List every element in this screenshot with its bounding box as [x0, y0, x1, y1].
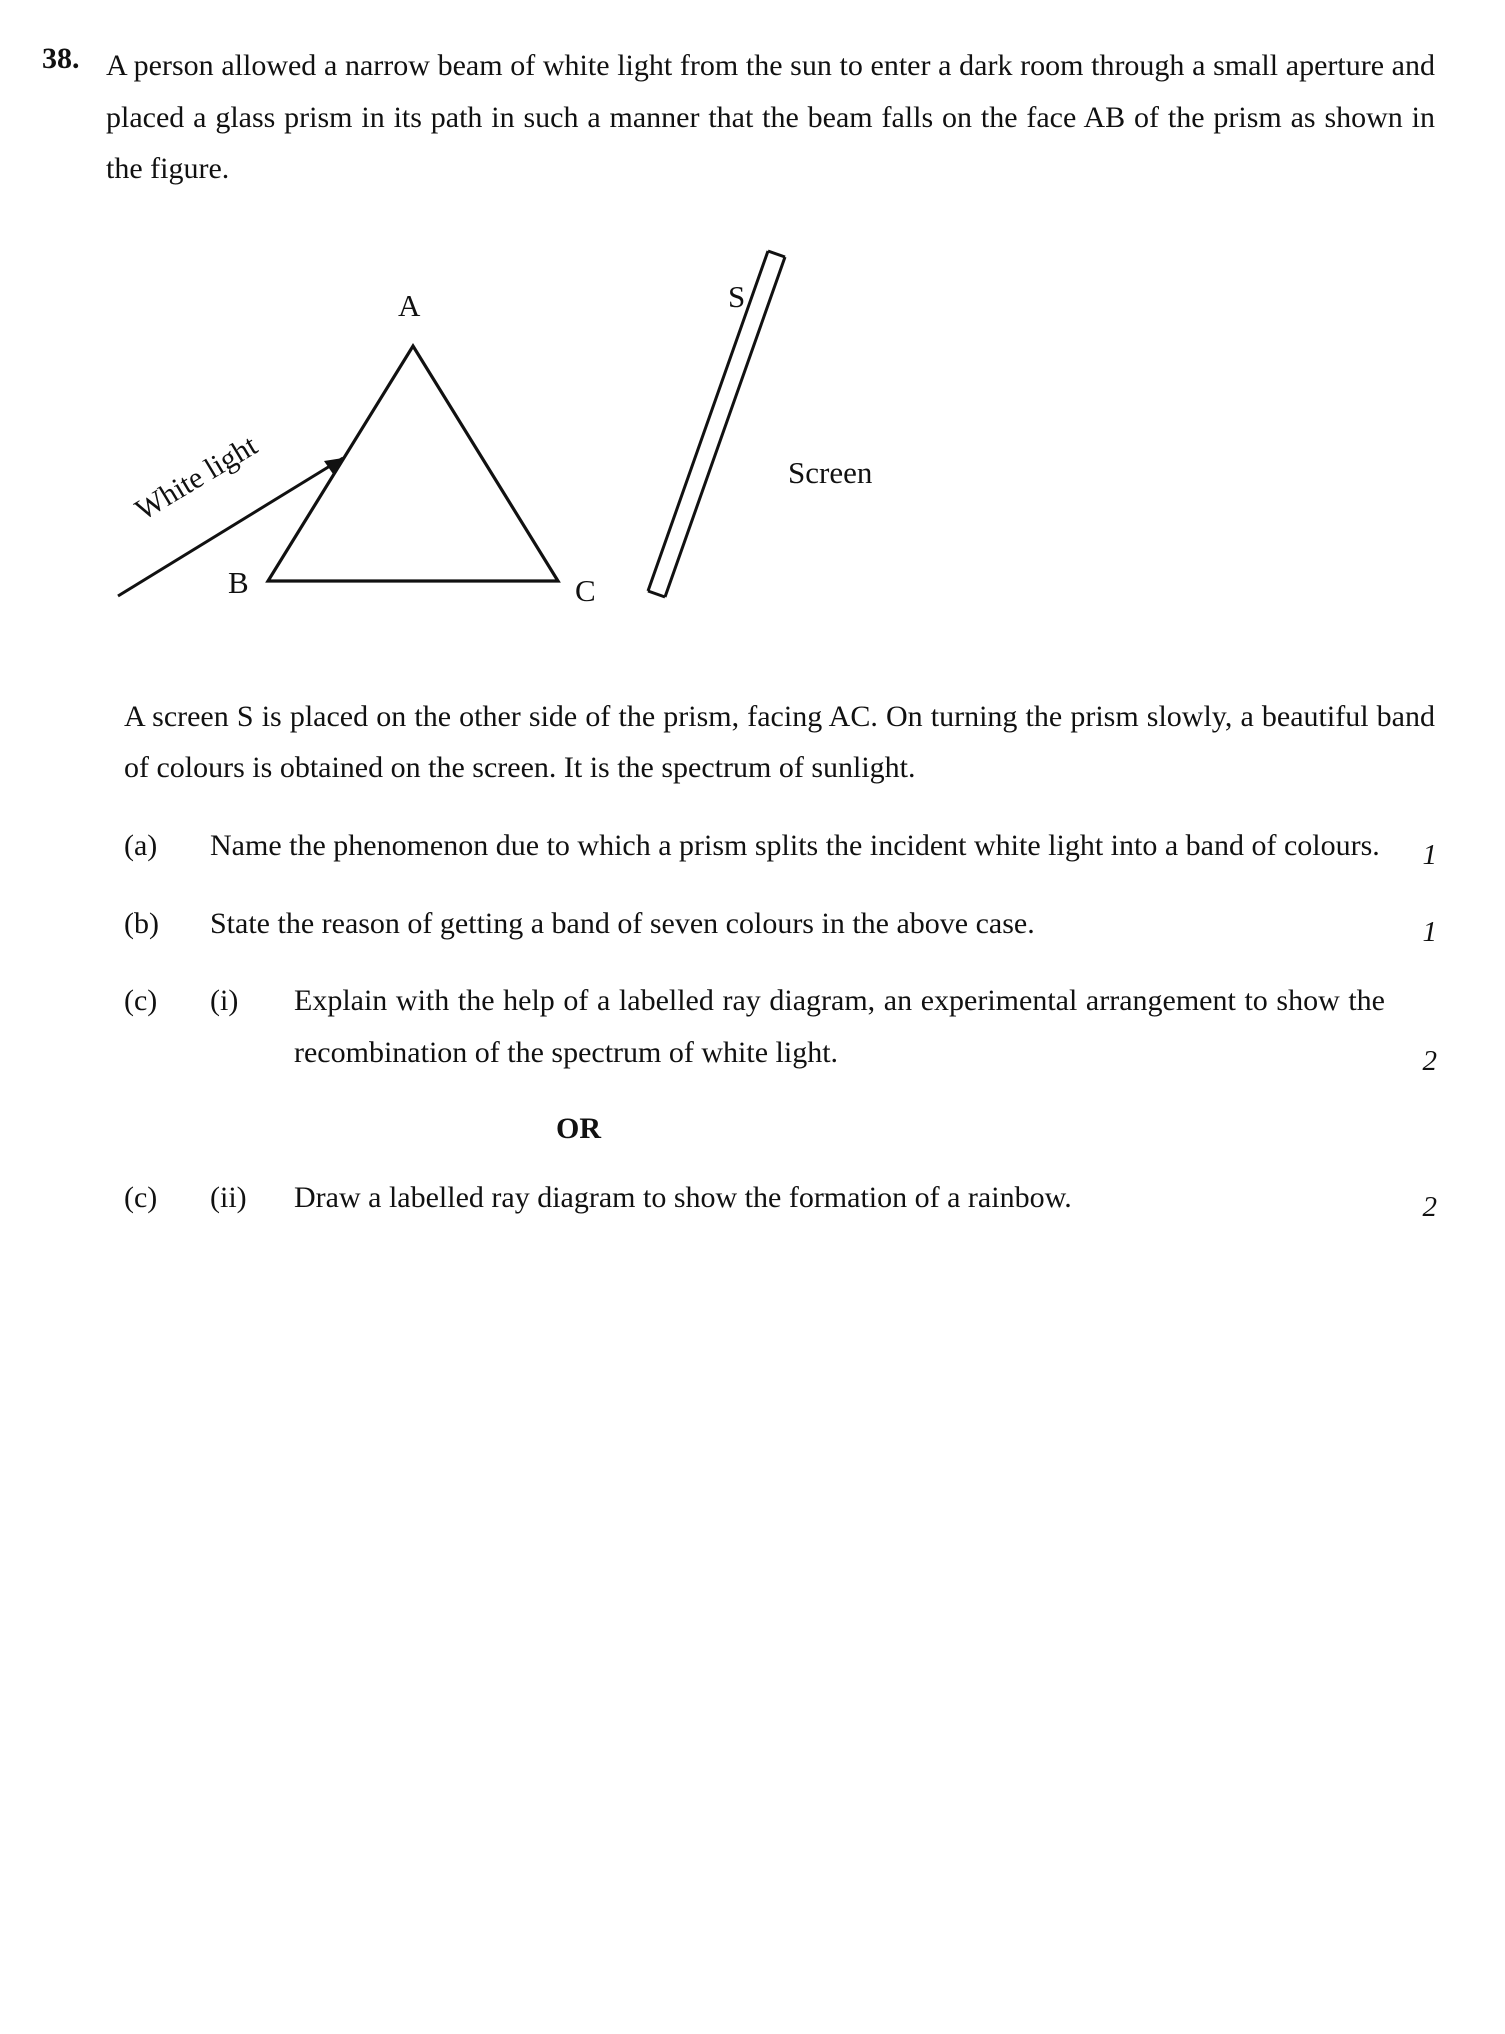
label-c: C	[575, 572, 596, 608]
screen-cap-bottom	[648, 591, 665, 597]
question-stem: A person allowed a narrow beam of white light from the sun to enter a dark room through a small aperture and placed a glass prism in its path in such a manner that the beam falls on the face AB of the prism as shown in the figure.	[106, 49, 1435, 186]
part-b	[124, 898, 1443, 950]
screen-edge-right	[665, 257, 785, 597]
part-c-i-text: Explain with the help of a labelled ray diagram, an experimental arrangement to show the recombination of the spectrum of white light.	[294, 984, 1385, 1069]
part-a-label: (a)	[124, 828, 158, 862]
screen-edge-left	[648, 251, 768, 591]
part-a	[124, 820, 1443, 872]
label-screen: Screen	[788, 454, 873, 490]
screen-cap-top	[768, 251, 785, 257]
part-c-i	[124, 975, 1443, 1078]
figure-description-paragraph: A screen S is placed on the other side of the prism, facing AC. On turning the prism slowly, a beautiful band of colours is obtained on the screen. It is the spectrum of sunlight.	[124, 699, 1435, 785]
prism-figure	[88, 221, 1453, 671]
part-c-i-label: (c)	[124, 984, 158, 1018]
part-b-text: State the reason of getting a band of seven colours in the above case.	[210, 906, 1035, 940]
part-c-ii-text: Draw a labelled ray diagram to show the formation of a rainbow.	[294, 1181, 1072, 1215]
label-white-light: White light	[129, 428, 264, 527]
question-number: 38.	[42, 42, 80, 75]
part-a-marks: 1	[1422, 838, 1437, 871]
or-separator: OR	[556, 1112, 601, 1146]
label-a: A	[398, 287, 421, 323]
prism-figure-svg	[88, 221, 1388, 661]
prism-triangle	[268, 346, 558, 581]
part-c-i-marks: 2	[1422, 1045, 1437, 1078]
part-c-i-roman: (i)	[210, 984, 239, 1018]
question-38	[28, 40, 1453, 195]
label-b: B	[228, 564, 249, 600]
part-a-text: Name the phenomenon due to which a prism splits the incident white light into a band of colours.	[210, 828, 1380, 862]
part-c-ii-roman: (ii)	[210, 1181, 247, 1215]
part-c-ii-marks: 2	[1422, 1190, 1437, 1223]
label-s: S	[728, 278, 746, 314]
part-b-marks: 1	[1422, 916, 1437, 949]
part-c-ii-label: (c)	[124, 1181, 158, 1215]
part-c-ii	[124, 1172, 1443, 1224]
part-b-label: (b)	[124, 906, 159, 940]
